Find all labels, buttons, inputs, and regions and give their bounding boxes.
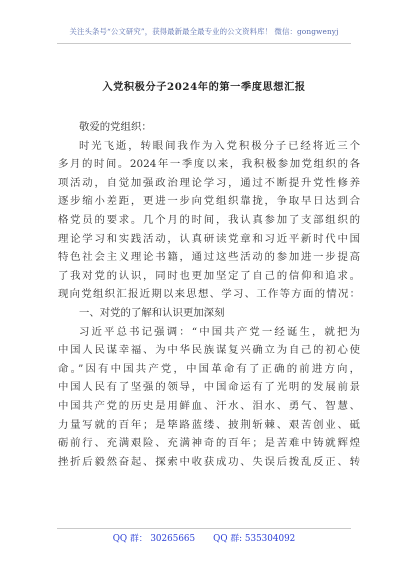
qq-group-1: QQ 群： 30265665 xyxy=(112,534,196,544)
body-line: 特色社会主义理论书籍，通过这些活动的参加进一步提高 xyxy=(58,251,360,264)
body-line: 中国人民有了坚强的领导，中国命运有了光明的发展前景 xyxy=(58,381,360,394)
body-line: 逐步缩小差距，更进一步向党组织靠拢，争取早日达到合 xyxy=(58,195,360,208)
body-line: 格党员的要求。几个月的时间，我认真参加了支部组织的 xyxy=(58,213,360,226)
footer-divider xyxy=(57,528,351,529)
footer-contact xyxy=(0,531,408,544)
body-line: 时光飞逝，转眼间我作为入党积极分子已经将近三个 xyxy=(79,139,360,152)
body-line: 力量写就的百年；是筚路蓝缕、披荆斩棘、艰苦创业、砥 xyxy=(58,418,360,431)
body-line: 中国共产党的历史是用鲜血、汗水、泪水、勇气、智慧、 xyxy=(58,399,360,412)
document-body xyxy=(58,118,360,471)
body-line: 理论学习和实践活动，认真研读党章和习近平新时代中国 xyxy=(58,232,360,245)
body-line: 敬爱的党组织： xyxy=(79,121,152,133)
body-line: 中国人民谋幸福、为中华民族谋复兴确立为自己的初心使 xyxy=(58,344,360,357)
section-heading: 一、对党的了解和认识更加深刻 xyxy=(79,306,225,319)
body-line: 习近平总书记强调：“中国共产党一经诞生，就把为 xyxy=(79,325,360,338)
body-line: 挫折后毅然奋起、探索中收获成功、失误后拨乱反正、转 xyxy=(58,455,360,468)
header-divider xyxy=(57,43,351,44)
body-line: 多月的时间。2024年一季度以来，我积极参加党组织的各 xyxy=(58,158,360,171)
header-banner: 关注头条号“公文研究”，获得最新最全最专业的公文资料库！ 微信：gongwenyj xyxy=(69,27,339,36)
body-line: 现向党组织汇报近期以来思想、学习、工作等方面的情况： xyxy=(58,288,360,301)
body-line: 命。”因有中国共产党，中国革命有了正确的前进方向， xyxy=(58,362,360,375)
body-line: 了我对党的认识，同时也更加坚定了自己的信仰和追求。 xyxy=(58,269,360,282)
document-title: 入党积极分子2024年的第一季度思想汇报 xyxy=(102,81,306,93)
body-line: 砺前行、充满艰险、充满神奇的百年；是苦难中铸就辉煌 xyxy=(58,437,360,450)
body-line: 项活动，自觉加强政治理论学习，通过不断提升党性修养 xyxy=(58,176,360,189)
qq-group-2: QQ 群: 535304092 xyxy=(213,534,296,544)
